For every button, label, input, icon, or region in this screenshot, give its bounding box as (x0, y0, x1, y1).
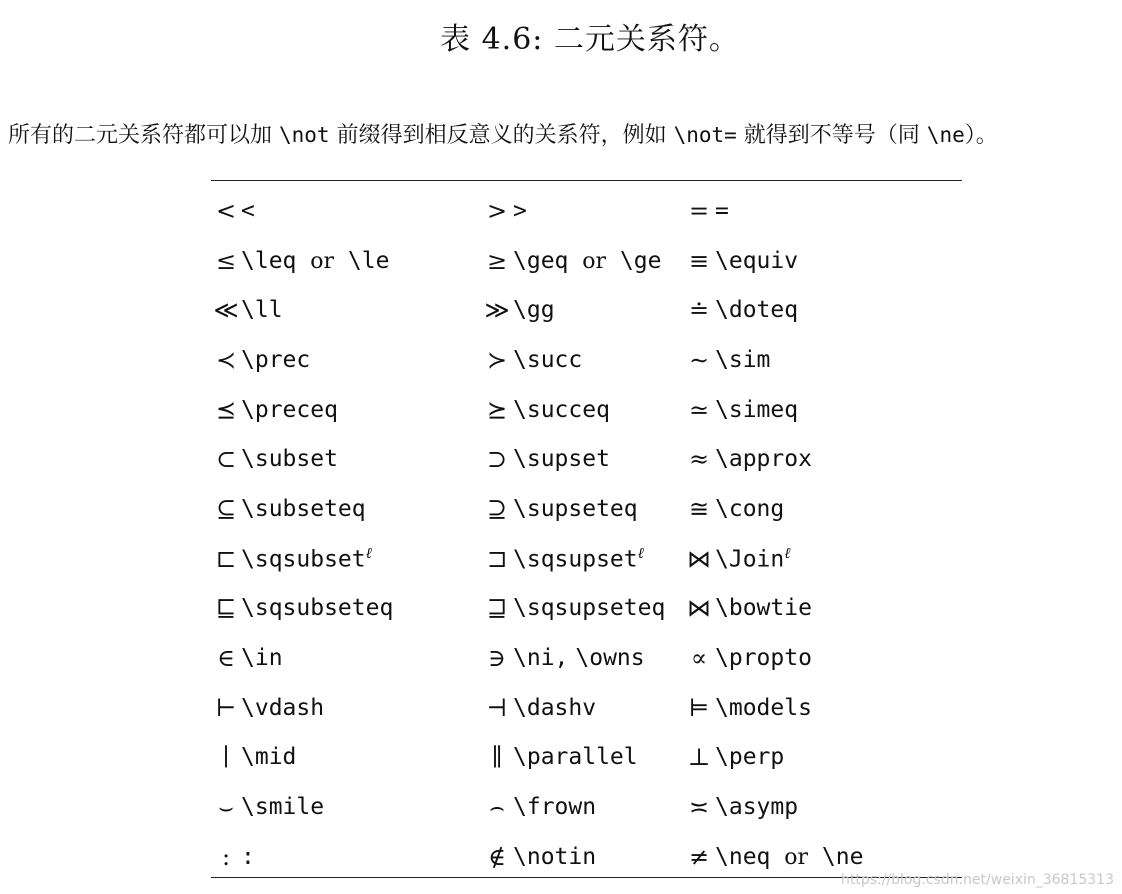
relation-symbol: ⋈ (687, 594, 711, 623)
relation-symbol: ∼ (688, 345, 710, 374)
relation-symbol: ⊨ (688, 693, 710, 722)
command-name: \subseteq (241, 495, 366, 522)
table-row (211, 633, 863, 683)
latex-command (241, 285, 481, 335)
command-name: \prec (241, 346, 311, 373)
table-row (211, 236, 863, 286)
command-name: \vdash (241, 694, 325, 721)
command-name: \notin (513, 843, 597, 870)
intro-code-not: \not (279, 123, 330, 147)
command-name: \parallel (513, 744, 638, 771)
table-top-rule (211, 180, 962, 181)
relation-symbol: = (688, 196, 710, 225)
latex-command (513, 832, 683, 882)
relation-symbol: ≍ (688, 793, 710, 822)
latex-command (715, 186, 863, 236)
table-row (211, 782, 863, 832)
relation-symbol: ⊐ (486, 544, 508, 573)
relation-symbol: ≠ (688, 842, 710, 871)
latex-command (715, 385, 863, 435)
latexsym-marker: ℓ (784, 544, 791, 563)
command-name: \approx (715, 446, 812, 473)
latex-command (513, 236, 683, 286)
latex-command (513, 285, 683, 335)
command-name: \mid (241, 744, 297, 771)
relation-symbol: ⊥ (687, 743, 711, 772)
table-caption: 表 4.6: 二元关系符。 (440, 22, 740, 57)
latex-command (241, 236, 481, 286)
latex-command (241, 335, 481, 385)
table-row (211, 484, 863, 534)
relation-symbol: ⪰ (486, 395, 508, 424)
command-name: \dashv (513, 694, 597, 721)
relation-symbol: ⊂ (215, 445, 237, 474)
relation-symbol: ⊒ (486, 594, 508, 623)
command-name: \supset (513, 446, 610, 473)
latex-command (715, 633, 863, 683)
command-name: \neq (715, 843, 771, 870)
relation-symbol: ⊢ (215, 693, 237, 722)
latex-command (241, 434, 481, 484)
latex-command (715, 534, 863, 584)
command-name: \ni, (513, 645, 569, 672)
relation-symbol: ⊑ (215, 594, 237, 623)
latex-command (241, 584, 481, 634)
relation-symbol: ⪯ (215, 395, 237, 424)
latex-command (513, 782, 683, 832)
relation-symbol: ∋ (488, 644, 506, 673)
table-row (211, 733, 863, 783)
relation-symbol: ∣ (222, 743, 230, 772)
latex-command (241, 782, 481, 832)
latex-command (513, 633, 683, 683)
relation-symbol: ⊏ (215, 544, 237, 573)
command-name: = (715, 197, 729, 224)
command-name: \cong (715, 495, 785, 522)
command-name: \bowtie (715, 595, 812, 622)
latex-command (715, 683, 863, 733)
table-row (211, 832, 863, 882)
command-name: \asymp (715, 794, 799, 821)
command-name: < (241, 197, 255, 224)
intro-code-ne: \ne (926, 123, 965, 147)
latex-command (513, 434, 683, 484)
latex-command (241, 633, 481, 683)
relation-symbol: < (215, 196, 237, 225)
latex-command (513, 584, 683, 634)
relation-symbol: ≻ (486, 345, 508, 374)
latex-command (513, 385, 683, 435)
relation-symbol: ⊃ (486, 445, 508, 474)
latex-command (241, 484, 481, 534)
command-name: : (241, 843, 255, 870)
latex-command (715, 484, 863, 534)
or-word: or (784, 844, 809, 870)
relation-symbol: ⊇ (486, 494, 508, 523)
relation-symbol: ≥ (486, 246, 508, 275)
relation-symbol: ≈ (688, 445, 710, 474)
latex-command (513, 534, 683, 584)
command-name: > (513, 197, 527, 224)
latex-command (241, 683, 481, 733)
command-name: \succ (513, 346, 583, 373)
latex-command (513, 683, 683, 733)
latex-command (241, 733, 481, 783)
command-name: \sqsubseteq (241, 595, 394, 622)
command-name: \frown (513, 794, 597, 821)
latex-command (241, 832, 481, 882)
command-name: \preceq (241, 396, 338, 423)
relation-symbol: ≤ (215, 246, 237, 275)
latex-command (241, 385, 481, 435)
command-name: \Join (715, 546, 785, 573)
relation-symbol: ≡ (688, 246, 710, 275)
intro-code-not-equals: \not= (673, 123, 737, 147)
latex-command (513, 484, 683, 534)
command-name: \leq (241, 247, 297, 274)
table-row (211, 285, 863, 335)
command-name: \in (241, 645, 283, 672)
or-word: or (310, 248, 335, 274)
watermark-url: https://blog.csdn.net/weixin_36815313 (840, 872, 1114, 888)
relation-symbol: ∝ (690, 644, 708, 673)
relation-symbol: ∈ (217, 644, 235, 673)
table-body (211, 186, 863, 882)
command-name: \simeq (715, 396, 799, 423)
latex-command (715, 584, 863, 634)
command-name: \doteq (715, 297, 799, 324)
command-name: \supseteq (513, 495, 638, 522)
table-row (211, 186, 863, 236)
command-alias: \owns (575, 645, 645, 672)
intro-text-3: 就得到不等号（同 (736, 123, 927, 148)
relation-symbol: ∉ (488, 842, 506, 871)
relation-symbol: ≃ (688, 395, 710, 424)
latex-command (715, 434, 863, 484)
relation-symbol: ⋈ (687, 544, 711, 573)
intro-text-2: 前缀得到相反意义的关系符，例如 (329, 123, 674, 148)
relation-symbol: ≪ (213, 296, 239, 325)
relation-symbol: : (221, 842, 231, 871)
relation-symbol: ≐ (688, 296, 710, 325)
latex-command (715, 236, 863, 286)
intro-paragraph (8, 118, 1120, 149)
command-name: \sqsupseteq (513, 595, 666, 622)
latexsym-marker: ℓ (637, 544, 644, 563)
command-name: \geq (513, 247, 569, 274)
command-name: \perp (715, 744, 785, 771)
table-row (211, 584, 863, 634)
command-name: \gg (513, 297, 555, 324)
command-name: \equiv (715, 247, 799, 274)
table-row (211, 534, 863, 584)
command-name: \sqsupset (513, 546, 638, 573)
table-row (211, 335, 863, 385)
latex-command (715, 782, 863, 832)
relation-symbol: ⊆ (215, 494, 237, 523)
latex-command (715, 285, 863, 335)
relation-symbol: ≫ (484, 296, 510, 325)
relation-symbol: ⌣ (218, 793, 234, 822)
command-name: \succeq (513, 396, 610, 423)
latex-command (513, 733, 683, 783)
latex-command (241, 534, 481, 584)
relation-symbol: > (486, 196, 508, 225)
latexsym-marker: ℓ (365, 544, 372, 563)
command-alias: \le (347, 247, 390, 274)
command-name: \propto (715, 645, 812, 672)
or-word: or (582, 248, 607, 274)
intro-text-1: 所有的二元关系符都可以加 (8, 123, 279, 148)
latex-command (715, 335, 863, 385)
relation-symbol: ≺ (215, 345, 237, 374)
command-name: \sqsubset (241, 546, 366, 573)
latex-command (715, 733, 863, 783)
table-row (211, 434, 863, 484)
command-name: \subset (241, 446, 338, 473)
command-name: \ll (241, 297, 283, 324)
relation-symbol: ∥ (491, 743, 503, 772)
intro-text-4: ）。 (964, 123, 998, 148)
command-name: \sim (715, 346, 771, 373)
relation-symbol: ≅ (688, 494, 710, 523)
command-alias: \ne (821, 843, 864, 870)
table-row (211, 683, 863, 733)
command-name: \smile (241, 794, 325, 821)
table-row (211, 385, 863, 435)
latex-command (513, 186, 683, 236)
relation-symbol: ⊣ (486, 693, 508, 722)
latex-command (513, 335, 683, 385)
command-name: \models (715, 694, 812, 721)
command-alias: \ge (619, 247, 662, 274)
relation-symbols-table (211, 186, 863, 882)
latex-command (241, 186, 481, 236)
relation-symbol: ⌢ (489, 793, 505, 822)
